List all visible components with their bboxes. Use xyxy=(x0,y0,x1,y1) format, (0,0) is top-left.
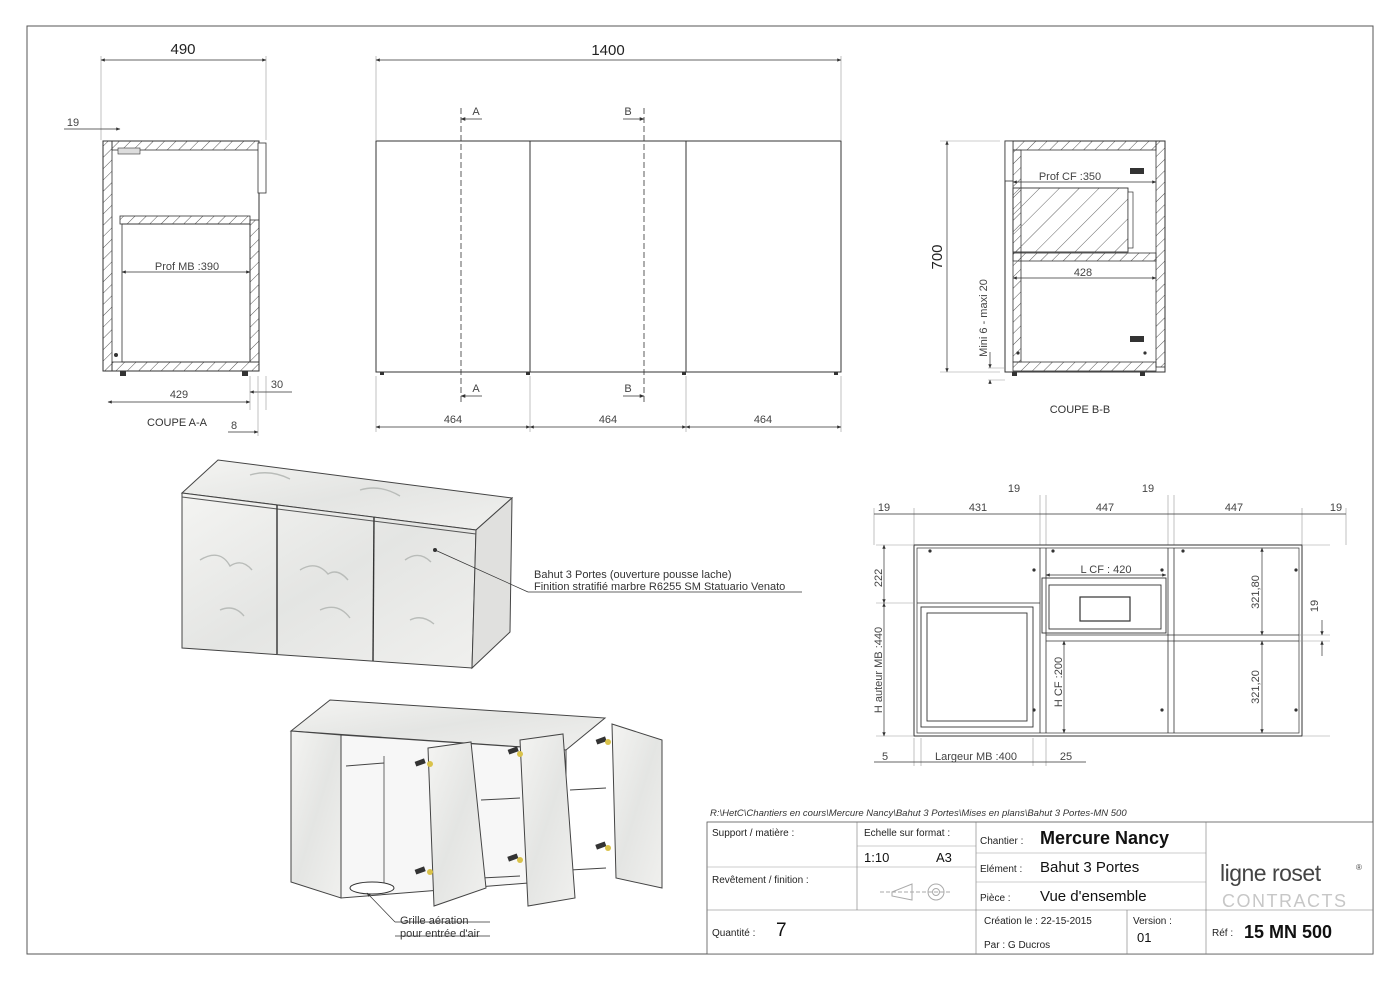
grille-line1: Grille aération xyxy=(400,915,469,927)
dim-490: 490 xyxy=(170,41,196,58)
cut-b-bottom: B xyxy=(624,383,632,395)
idim-5: 5 xyxy=(881,751,889,763)
idim-321-20: 321,20 xyxy=(1250,670,1262,704)
dim-8: 8 xyxy=(230,420,238,432)
brand-sub: CONTRACTS xyxy=(1222,891,1348,911)
element-label: Elément : xyxy=(980,864,1023,875)
brand-mark: ® xyxy=(1356,863,1362,872)
element-value: Bahut 3 Portes xyxy=(1040,859,1140,876)
chantier-value: Mercure Nancy xyxy=(1040,828,1170,848)
dim-1400: 1400 xyxy=(591,42,625,59)
idim-19-c: 19 xyxy=(1141,483,1155,495)
version-value: 01 xyxy=(1137,930,1152,945)
prof-mb-label: Prof MB :390 xyxy=(154,261,220,273)
largeur-mb-label: Largeur MB :400 xyxy=(935,751,1017,763)
idim-19-d: 19 xyxy=(1329,502,1343,514)
door-dim-1: 464 xyxy=(443,414,463,426)
iso-open-view xyxy=(291,700,662,940)
idim-321-80: 321,80 xyxy=(1250,575,1262,609)
format-value: A3 xyxy=(936,850,952,865)
support-label: Support / matière : xyxy=(712,828,795,839)
mini-maxi-label: Mini 6 - maxi 20 xyxy=(978,279,990,357)
version-label: Version : xyxy=(1133,916,1172,927)
creation-label: Création le : 22-15-2015 xyxy=(984,916,1092,927)
section-bb-view xyxy=(929,141,1165,416)
piece-label: Pièce : xyxy=(980,893,1011,904)
front-view xyxy=(376,42,841,432)
idim-19-a: 19 xyxy=(877,502,891,514)
idim-19-b: 19 xyxy=(1007,483,1021,495)
par-label: Par : G Ducros xyxy=(984,940,1051,951)
revetement-label: Revêtement / finition : xyxy=(712,875,809,886)
brand-name: ligne roset xyxy=(1220,860,1321,886)
dim-30: 30 xyxy=(270,379,284,391)
lcf-label: L CF : 420 xyxy=(1080,564,1132,576)
idim-222: 222 xyxy=(873,568,885,588)
interior-view xyxy=(873,483,1346,766)
idim-25: 25 xyxy=(1059,751,1073,763)
section-aa-view xyxy=(64,41,292,436)
coupe-aa-title: COUPE A-A xyxy=(147,417,207,429)
echelle-label: Echelle sur format : xyxy=(864,828,951,839)
ref-label: Réf : xyxy=(1212,928,1234,939)
quantite-label: Quantité : xyxy=(712,928,756,939)
idim-431: 431 xyxy=(968,502,988,514)
h-mb-label: H auteur MB :440 xyxy=(873,626,885,714)
ref-value: 15 MN 500 xyxy=(1244,922,1333,942)
dim-428: 428 xyxy=(1073,267,1093,279)
idim-19-shelf: 19 xyxy=(1309,599,1321,613)
dim-700: 700 xyxy=(929,244,946,270)
dim-19-aa: 19 xyxy=(66,117,80,129)
cut-a-top: A xyxy=(472,106,480,118)
idim-447-b: 447 xyxy=(1224,502,1244,514)
iso-closed-view xyxy=(182,460,802,668)
h-cf-label: H CF :200 xyxy=(1053,656,1065,708)
idim-447-a: 447 xyxy=(1095,502,1115,514)
scale-value: 1:10 xyxy=(864,850,890,865)
grille-line2: pour entrée d'air xyxy=(400,928,480,940)
file-path: R:\HetC\Chantiers en cours\Mercure Nancy\Bahut 3 Portes\Mises en plans\Bahut 3 Portes-MN 500 xyxy=(710,808,1127,819)
prof-cf-label: Prof CF :350 xyxy=(1038,171,1102,183)
iso-note-line2: Finition stratifié marbre R6255 SM Statuario Venato xyxy=(534,581,786,593)
iso-note-line1: Bahut 3 Portes (ouverture pousse lache) xyxy=(534,569,732,581)
title-block xyxy=(707,808,1373,954)
quantite-value: 7 xyxy=(776,920,787,941)
door-dim-3: 464 xyxy=(753,414,773,426)
cut-a-bottom: A xyxy=(472,383,480,395)
piece-value: Vue d'ensemble xyxy=(1040,888,1147,905)
cut-b-top: B xyxy=(624,106,632,118)
door-dim-2: 464 xyxy=(598,414,618,426)
coupe-bb-title: COUPE B-B xyxy=(1049,404,1111,416)
chantier-label: Chantier : xyxy=(980,836,1024,847)
dim-429: 429 xyxy=(169,389,189,401)
